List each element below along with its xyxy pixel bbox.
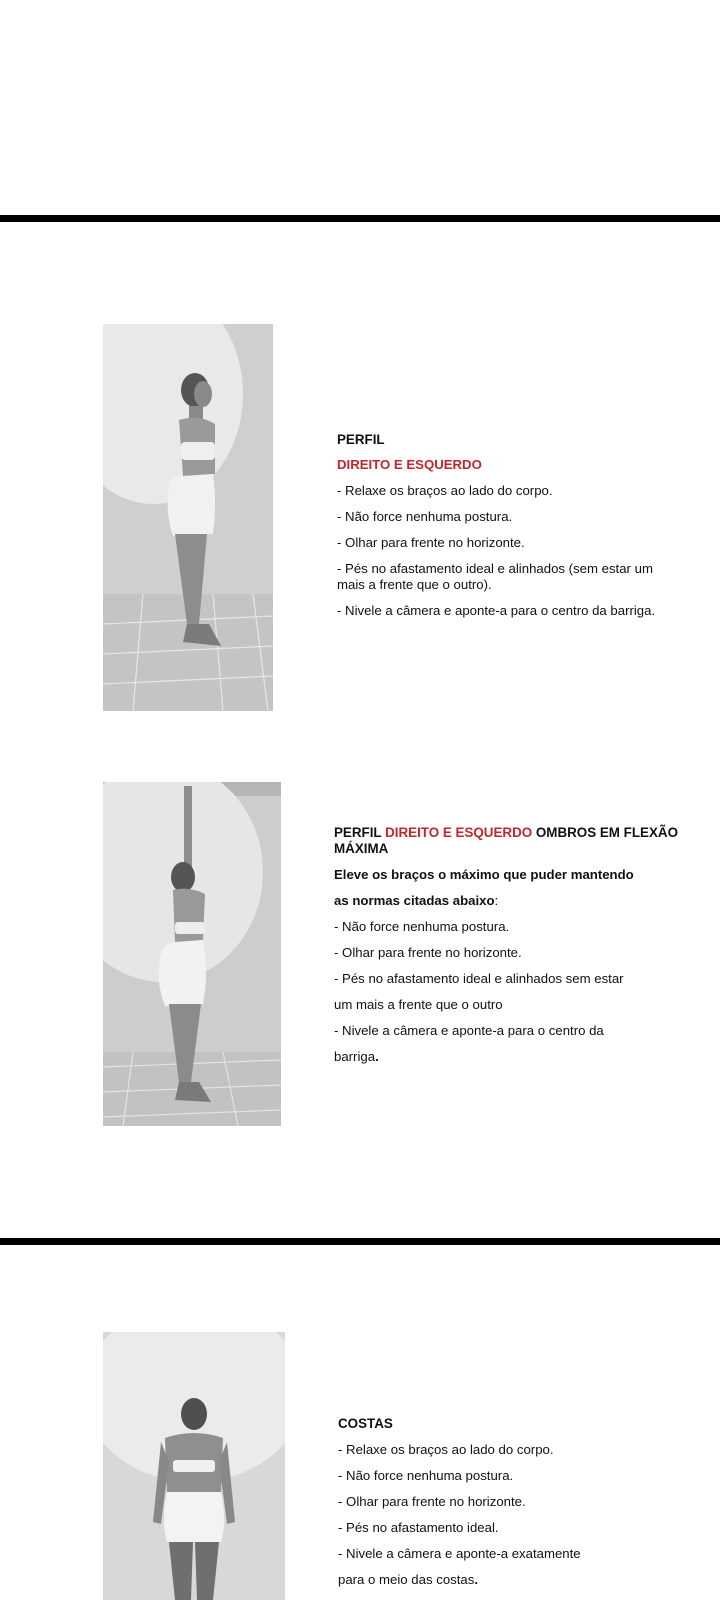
section-title [334, 825, 679, 857]
section-back [338, 1416, 678, 1588]
intro-colon: : [494, 893, 499, 908]
profile-photo-side [103, 324, 273, 711]
intro-bold: as normas citadas abaixo [334, 893, 495, 908]
section-subtitle: DIREITO E ESQUERDO [337, 457, 482, 472]
instruction-item: - Nivele a câmera e aponte-a exatamente [338, 1546, 581, 1561]
instruction-item: - Relaxe os braços ao lado do corpo. [338, 1442, 554, 1457]
instruction-item: - Pés no afastamento ideal e alinhados sem estar [334, 971, 624, 986]
item-period: . [375, 1049, 379, 1064]
intro-text [334, 893, 679, 909]
instruction-item: - Pés no afastamento ideal. [338, 1520, 499, 1535]
instruction-item: um mais a frente que o outro [334, 997, 503, 1012]
section-title: PERFIL [337, 432, 385, 447]
instruction-item: - Olhar para frente no horizonte. [338, 1494, 526, 1509]
instruction-item [338, 1572, 678, 1588]
item-text: para o meio das costas [338, 1572, 475, 1587]
profile-photo-arms-raised [103, 782, 281, 1126]
instruction-item: - Nivele a câmera e aponte-a para o centro da [334, 1023, 604, 1038]
instruction-item: - Não force nenhuma postura. [334, 919, 510, 934]
instruction-item: - Relaxe os braços ao lado do corpo. [337, 483, 553, 498]
section-divider [0, 215, 720, 222]
instruction-item [334, 1049, 679, 1065]
instruction-item: - Não force nenhuma postura. [338, 1468, 514, 1483]
instruction-item: - Pés no afastamento ideal e alinhados (sem estar um mais a frente que o outro). [337, 561, 653, 592]
section-divider [0, 1238, 720, 1245]
title-highlight: DIREITO E ESQUERDO [385, 825, 533, 840]
title-part: PERFIL [334, 825, 386, 840]
instruction-item: - Nivele a câmera e aponte-a para o centro da barriga. [337, 603, 656, 618]
instruction-item: - Olhar para frente no horizonte. [337, 535, 525, 550]
section-side-profile [337, 432, 677, 619]
back-photo [103, 1332, 285, 1600]
item-text: barriga [334, 1049, 376, 1064]
section-title: COSTAS [338, 1416, 393, 1431]
instruction-item: - Olhar para frente no horizonte. [334, 945, 522, 960]
title-part: OMBROS EM FLEXÃO MÁXIMA [334, 825, 678, 856]
intro-text: Eleve os braços o máximo que puder mantendo [334, 867, 634, 882]
section-arms-raised [334, 825, 679, 1065]
item-period: . [474, 1572, 479, 1587]
instruction-item: - Não force nenhuma postura. [337, 509, 513, 524]
